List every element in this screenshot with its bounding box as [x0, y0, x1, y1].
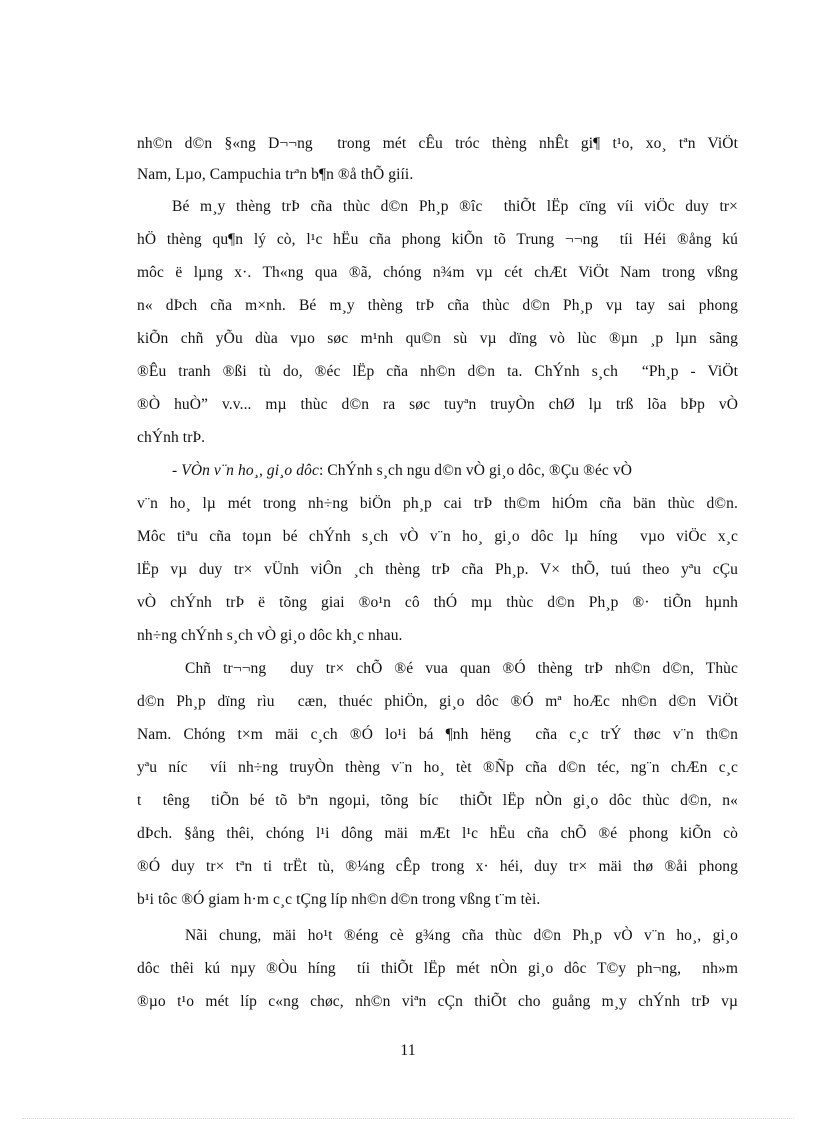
text-line: ®Êu tranh ®ßi tù do, ®éc lËp cña nh©n d©n ta. ChÝnh s¸ch “Ph¸p - ViÖt [137, 363, 738, 380]
text-line: Nam, Lµo, Campuchia trªn b¶n ®å thÕ giíi. [137, 166, 414, 183]
text-line: kiÕn chñ yÕu dùa vµo søc m¹nh qu©n sù vµ dïng vò lùc ®µn ¸p lµn sãng [137, 330, 738, 347]
text-line: ®Ó duy tr× tªn ti trËt tù, ®¼ng cÊp trong x· héi, duy tr× mäi thø ®åi phong [137, 858, 738, 875]
text-line: ®µo t¹o mét líp c«ng chøc, nh©n viªn cÇn thiÕt cho guång m¸y chÝnh trÞ vµ [137, 993, 738, 1010]
text-line: n« dÞch cña m×nh. Bé m¸y thèng trÞ cña thùc d©n Ph¸p vµ tay sai phong [137, 297, 738, 314]
text-line: Bé m¸y thèng trÞ cña thùc d©n Ph¸p ®îc thiÕt lËp cïng víi viÖc duy tr× [172, 198, 738, 215]
text-line: d©n Ph¸p dïng rìu cæn, thuéc phiÖn, gi¸o dôc ®Ó mª hoÆc nh©n d©n ViÖt [137, 693, 738, 710]
text-line: chÝnh trÞ. [137, 429, 206, 446]
text-line: dôc thêi kú nµy ®Òu híng tíi thiÕt lËp mét nÒn gi¸o dôc T©y ph¬ng, nh»m [137, 960, 738, 977]
text-line: môc ë lµng x·. Th«ng qua ®ã, chóng n¾m vµ cét chÆt ViÖt Nam trong vßng [137, 264, 738, 281]
text-line: v¨n ho¸ lµ mét trong nh÷ng biÖn ph¸p cai trÞ th©m hiÓm cña bän thùc d©n. [137, 495, 738, 512]
text-line: hÖ thèng qu¶n lý cò, l¹c hËu cña phong kiÕn tõ Trung ¬¬ng tíi Héi ®ång kú [137, 231, 738, 248]
text-line: t têng tiÕn bé tõ bªn ngoµi, tõng bíc thiÕt lËp nÒn gi¸o dôc thùc d©n, n« [137, 792, 738, 809]
section-heading-continuation: : ChÝnh s¸ch ngu d©n vÒ gi¸o dôc, ®Çu ®éc vÒ [318, 462, 633, 479]
text-line: ®Ò huÒ” v.v... mµ thùc d©n ra søc tuyªn truyÒn chØ lµ trß lõa bÞp vÒ [137, 396, 738, 413]
text-line: b¹i tôc ®Ó giam h·m c¸c tÇng líp nh©n d©n trong vßng t¨m tèi. [137, 891, 541, 908]
text-line: yªu níc víi nh÷ng truyÒn thèng v¨n ho¸ tèt ®Ñp cña d©n téc, ng¨n chÆn c¸c [137, 759, 738, 776]
section-heading-line: - VÒn v¨n ho¸, gi¸o dôc: ChÝnh s¸ch ngu d©n vÒ gi¸o dôc, ®Çu ®éc vÒ [172, 462, 633, 479]
page-number: 11 [400, 1042, 416, 1059]
text-line: dÞch. §ång thêi, chóng l¹i dông mäi mÆt l¹c hËu cña chÕ ®é phong kiÕn cò [137, 825, 738, 842]
text-line: lËp vµ duy tr× vÜnh viÔn ¸ch thèng trÞ cña Ph¸p. V× thÕ, tuú theo yªu cÇu [137, 561, 738, 578]
page-bottom-rule [22, 1118, 794, 1119]
text-line: nh÷ng chÝnh s¸ch vÒ gi¸o dôc kh¸c nhau. [137, 627, 403, 644]
text-line: Nam. Chóng t×m mäi c¸ch ®Ó lo¹i bá ¶nh hëng cña c¸c trÝ thøc v¨n th©n [137, 726, 738, 743]
text-line: Chñ tr¬¬ng duy tr× chÕ ®é vua quan ®Ó thèng trÞ nh©n d©n, Thùc [185, 660, 738, 677]
text-line: nh©n d©n §«ng D¬¬ng trong mét cÊu tróc thèng nhÊt gi¶ t¹o, xo¸ tªn ViÖt [137, 135, 738, 152]
text-line: Nãi chung, mäi ho¹t ®éng cè g¾ng cña thùc d©n Ph¸p vÒ v¨n ho¸, gi¸o [185, 927, 738, 944]
text-line: vÒ chÝnh trÞ ë tõng giai ®o¹n cô thÓ mµ thùc d©n Ph¸p ®· tiÕn hµnh [137, 594, 738, 611]
text-line: Môc tiªu cña toµn bé chÝnh s¸ch vÒ v¨n ho¸ gi¸o dôc lµ híng vµo viÖc x¸c [137, 528, 738, 545]
section-heading: VÒn v¨n ho¸, gi¸o dôc [181, 462, 319, 479]
